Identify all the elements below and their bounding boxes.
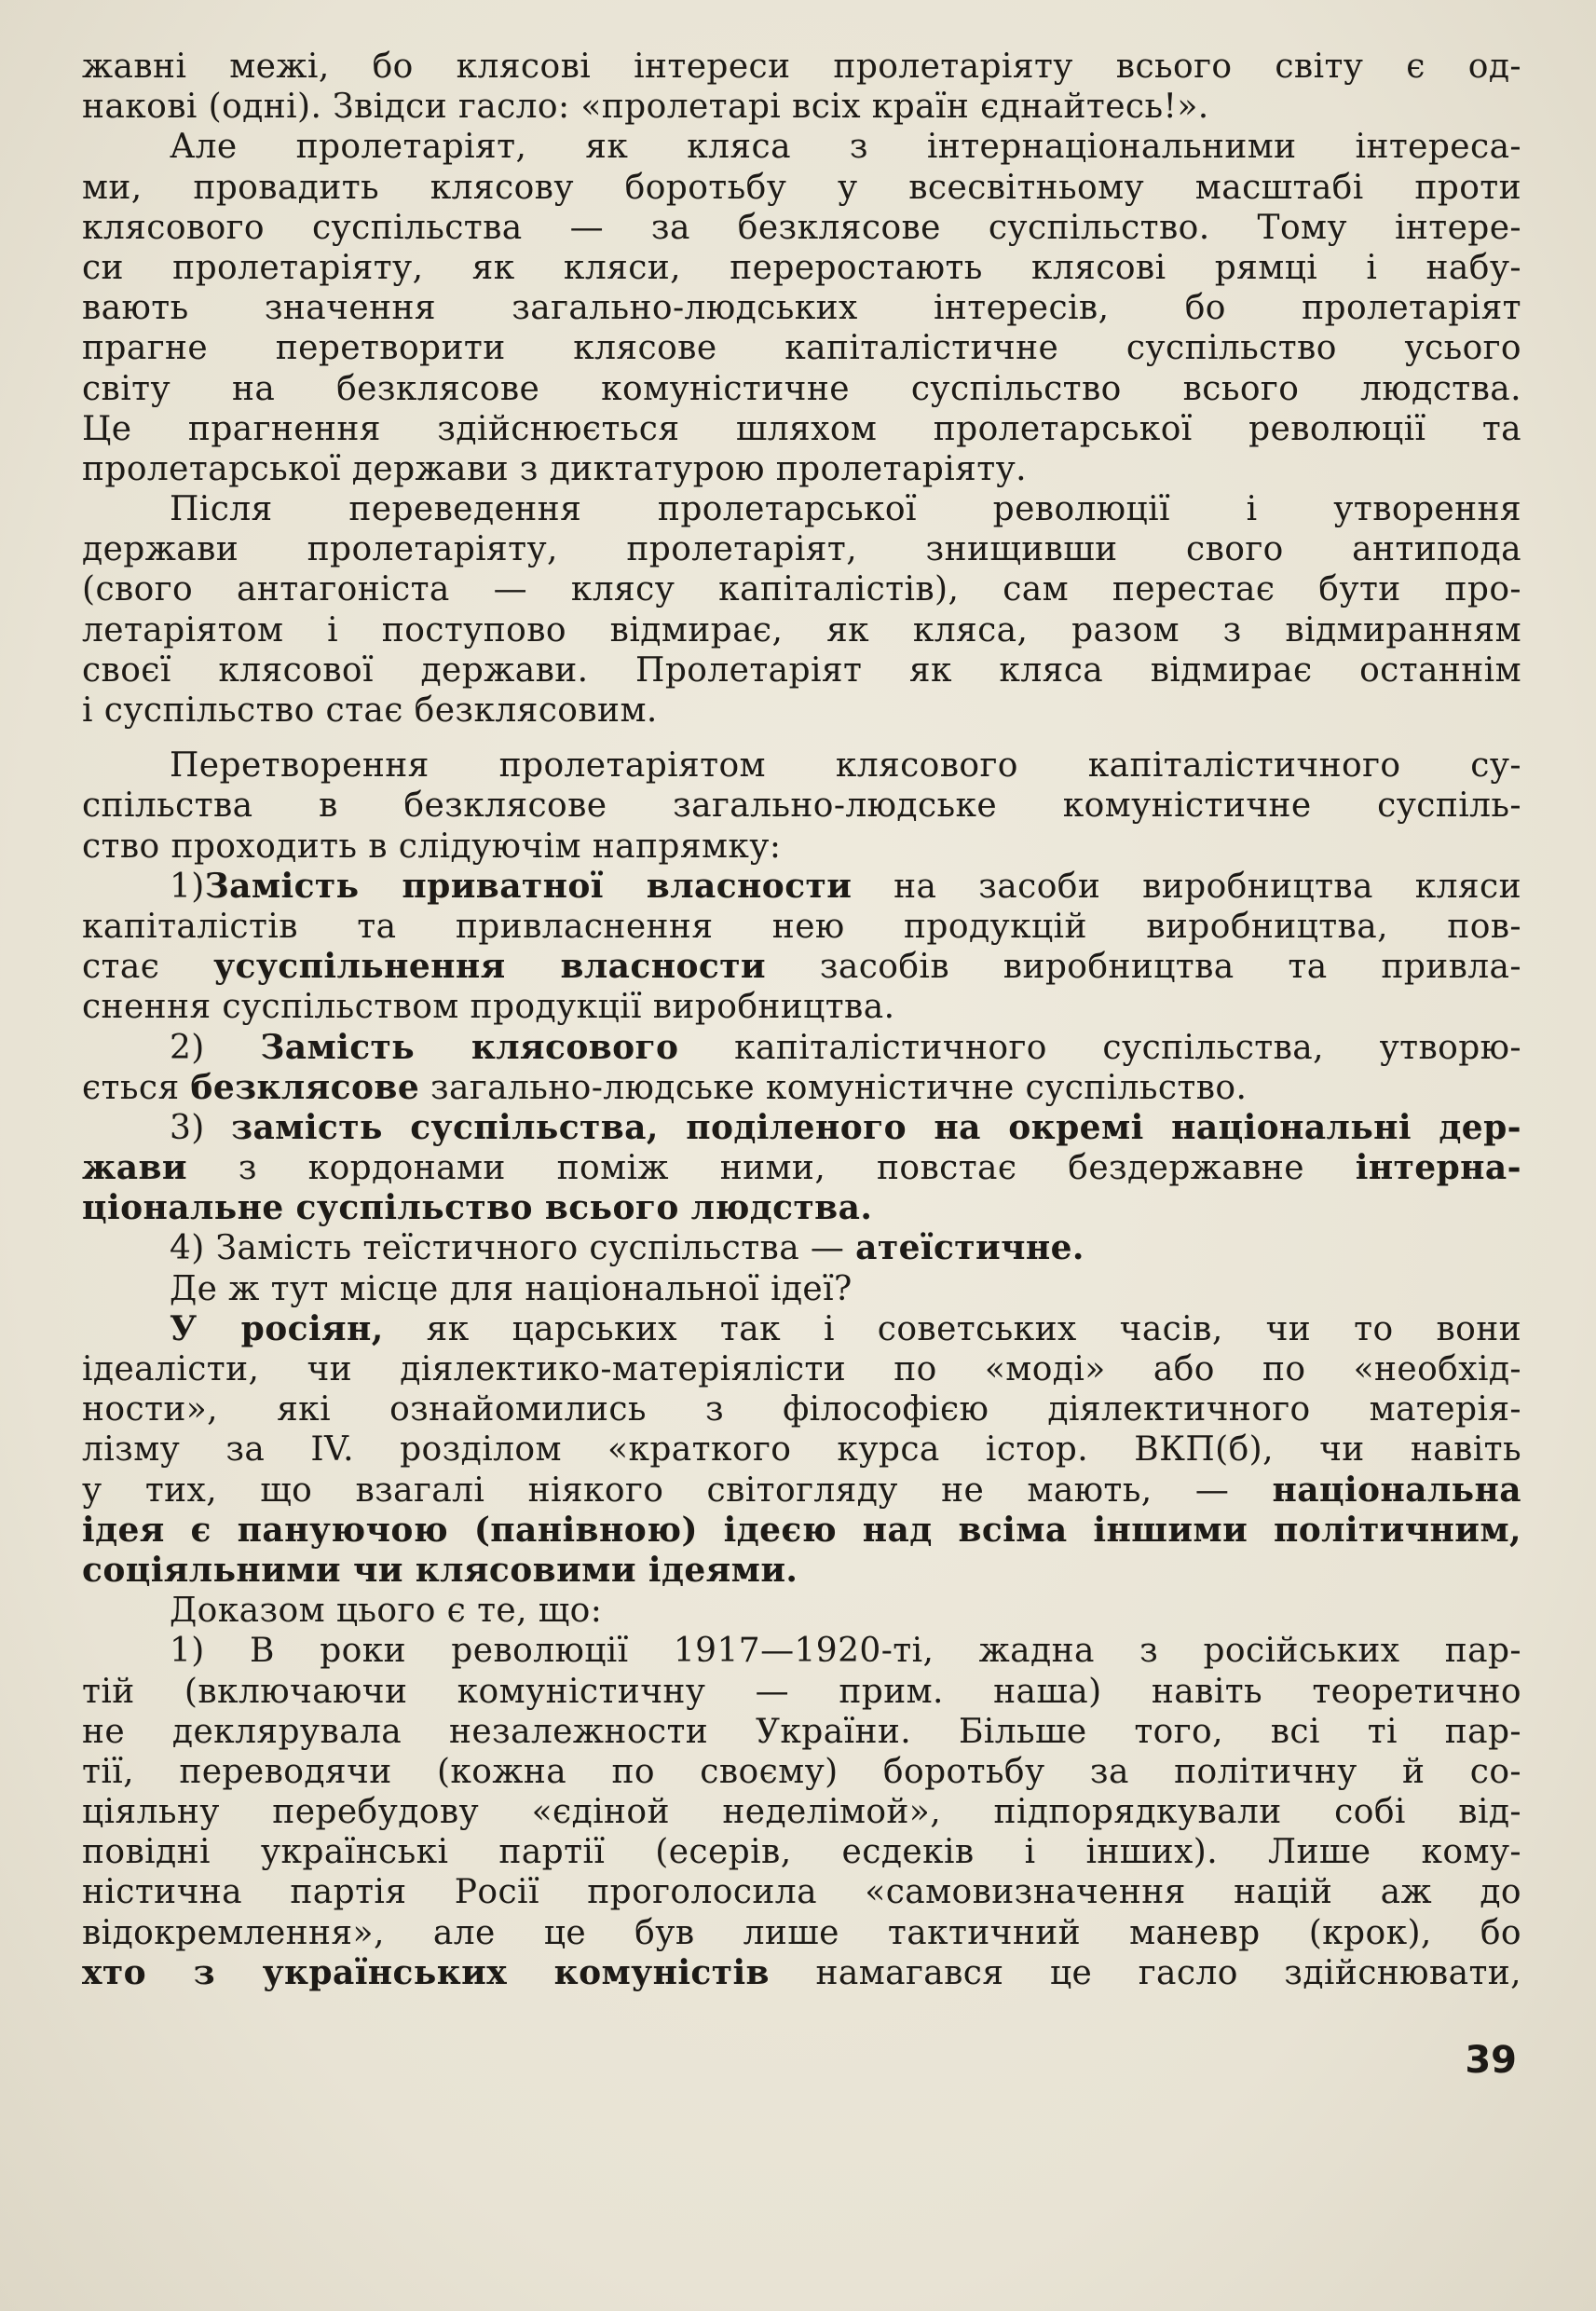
text-line	[82, 1672, 1521, 1712]
text-line	[82, 87, 1521, 127]
bold-text-segment: усуспільнення власности	[213, 947, 767, 987]
text-segment: Після переведення пролетарської революції і утворення	[170, 490, 1521, 529]
text-segment: 4) Замість теїстичного суспільства —	[170, 1229, 856, 1268]
text-line	[82, 1429, 1521, 1470]
text-segment: ство проходить в слідуючім напрямку:	[82, 827, 782, 866]
bold-text-segment: Замість клясового	[260, 1027, 679, 1067]
text-line	[82, 867, 1521, 907]
text-segment: тії, переводячи (кожна по своєму) боротьбу за політичну й со-	[82, 1752, 1521, 1791]
text-line	[82, 1068, 1521, 1108]
bold-text-segment: атеїстичне.	[855, 1228, 1084, 1268]
text-line	[82, 248, 1521, 288]
text-line	[82, 827, 1521, 867]
text-segment: жавні межі, бо клясові інтереси пролетаріяту всього світу є од-	[82, 48, 1521, 86]
text-line	[82, 987, 1521, 1027]
bold-text-segment: хто з українських комуністів	[82, 1952, 770, 1992]
text-segment: 3)	[170, 1108, 232, 1147]
text-line	[82, 1269, 1521, 1309]
text-segment: клясового суспільства — за безклясове суспільство. Тому інтере-	[82, 208, 1521, 247]
text-segment: (свого антагоніста — клясу капіталістів), сам перестає бути про-	[82, 570, 1521, 609]
text-segment: засобів виробництва та привла-	[766, 948, 1521, 987]
text-segment: 1) В роки революції 1917—1920-ті, жадна з російських пар-	[170, 1632, 1521, 1671]
text-segment: накові (одні). Звідси гасло: «пролетарі всіх країн єднайтесь!».	[82, 88, 1209, 127]
text-line	[82, 208, 1521, 248]
text-line	[82, 947, 1521, 987]
text-line	[82, 1511, 1521, 1551]
text-line	[82, 288, 1521, 328]
text-segment: 1)	[170, 867, 205, 906]
paragraph-gap	[82, 731, 1521, 745]
text-line	[82, 786, 1521, 826]
text-line	[82, 1188, 1521, 1228]
bold-text-segment: замість суспільства, поділеного на окремі національні дер-	[231, 1107, 1521, 1147]
text-line	[82, 1148, 1521, 1188]
text-segment: си пролетаріяту, як кляси, переростають клясові рямці і набу-	[82, 248, 1521, 287]
text-line	[82, 449, 1521, 489]
text-segment: відокремлення», але це був лише тактичний маневр (крок), бо	[82, 1913, 1521, 1952]
text-segment: не деклярувала незалежности України. Більше того, всі ті пар-	[82, 1712, 1521, 1751]
text-segment: летаріятом і поступово відмирає, як кляса, разом з відмиранням	[82, 610, 1521, 650]
text-segment: ністична партія Росії проголосила «самовизначення націй аж до	[82, 1873, 1521, 1912]
text-segment: з кордонами поміж ними, повстає бездержавне	[187, 1149, 1356, 1188]
text-line	[82, 1872, 1521, 1912]
text-segment: ми, провадить клясову боротьбу у всесвітньому масштабі проти	[82, 168, 1521, 207]
text-segment: спільства в безклясове загально-людське комуністичне суспіль-	[82, 786, 1521, 826]
text-line	[82, 409, 1521, 449]
text-line	[82, 1913, 1521, 1953]
text-segment: капіталістичного суспільства, утворю-	[678, 1028, 1521, 1067]
text-line	[82, 47, 1521, 87]
text-line	[82, 1349, 1521, 1389]
text-line	[82, 745, 1521, 786]
text-line	[82, 529, 1521, 569]
text-segment: ється	[82, 1068, 191, 1107]
text-line	[82, 1752, 1521, 1792]
text-segment: ціяльну перебудову «єдіной неделімой», підпорядкували собі від-	[82, 1793, 1521, 1832]
text-line	[82, 369, 1521, 409]
page-number: 39	[1465, 2039, 1517, 2082]
text-line	[82, 691, 1521, 731]
text-line	[82, 1551, 1521, 1591]
text-line	[82, 1028, 1521, 1068]
text-segment: як царських так і советських часів, чи то вони	[383, 1309, 1521, 1348]
text-segment: ности», які ознайомились з філософією діялектичного матерія-	[82, 1390, 1521, 1429]
text-line	[82, 328, 1521, 368]
text-segment: загально-людське комуністичне суспільство.	[419, 1068, 1248, 1107]
text-segment: пролетарської держави з диктатурою пролетаріяту.	[82, 449, 1027, 488]
text-segment: Це прагнення здійснюється шляхом пролетарської революції та	[82, 409, 1521, 448]
text-segment: 2)	[170, 1028, 261, 1067]
text-segment: і суспільство стає безклясовим.	[82, 691, 658, 730]
text-segment: на засоби виробництва кляси	[852, 867, 1521, 906]
text-segment: у тих, що взагалі ніякого світогляду не мають, —	[82, 1470, 1273, 1510]
text-segment: прагне перетворити клясове капіталістичне суспільство усього	[82, 329, 1521, 368]
text-line	[82, 1228, 1521, 1268]
text-segment: повідні українські партії (есерів, есдеків і інших). Лише кому-	[82, 1833, 1521, 1872]
body-text	[82, 47, 1521, 1993]
text-segment: держави пролетаріяту, пролетаріят, знищивши свого антипода	[82, 530, 1521, 569]
text-segment: своєї клясової держави. Пролетаріят як кляса відмирає останнім	[82, 650, 1521, 690]
bold-text-segment: соціяльними чи клясовими ідеями.	[82, 1550, 798, 1590]
text-segment: тій (включаючи комуністичну — прим. наша) навіть теоретично	[82, 1672, 1521, 1711]
text-segment: намагався це гасло здійснювати,	[769, 1953, 1521, 1992]
bold-text-segment: безклясове	[190, 1067, 420, 1107]
text-line	[82, 1470, 1521, 1511]
text-segment: Доказом цього є те, що:	[170, 1592, 603, 1631]
text-line	[82, 569, 1521, 609]
text-line	[82, 1389, 1521, 1429]
bold-text-segment: національна	[1272, 1470, 1521, 1510]
text-segment: вають значення загально-людських інтересів, бо пролетаріят	[82, 289, 1521, 328]
text-segment: лізму за IV. розділом «краткого курса істор. ВКП(б), чи навіть	[82, 1430, 1521, 1470]
text-segment: капіталістів та привласнення нею продукцій виробництва, пов-	[82, 907, 1521, 946]
text-line	[82, 168, 1521, 208]
text-line	[82, 1591, 1521, 1631]
bold-text-segment: ідея є пануючою (панівною) ідеєю над всіма іншими політичним,	[82, 1510, 1521, 1550]
text-line	[82, 1953, 1521, 1993]
text-line	[82, 1108, 1521, 1148]
text-line	[82, 650, 1521, 691]
text-line	[82, 1309, 1521, 1349]
text-segment: ідеалісти, чи діялектико-матеріялісти по «моді» або по «необхід-	[82, 1350, 1521, 1388]
bold-text-segment: Замість приватної власности	[204, 866, 853, 906]
text-segment: снення суспільством продукції виробництва.	[82, 988, 895, 1027]
text-segment: Перетворення пролетаріятом клясового капіталістичного су-	[170, 746, 1521, 786]
text-segment: світу на безклясове комуністичне суспільство всього людства.	[82, 369, 1521, 408]
text-line	[82, 127, 1521, 167]
text-line	[82, 1832, 1521, 1872]
bold-text-segment: У росіян,	[170, 1308, 384, 1348]
text-segment: стає	[82, 948, 214, 987]
text-line	[82, 1792, 1521, 1832]
text-segment: Де ж тут місце для національної ідеї?	[170, 1269, 853, 1308]
text-line	[82, 610, 1521, 650]
bold-text-segment: жави	[82, 1148, 187, 1188]
text-line	[82, 1631, 1521, 1671]
text-line	[82, 489, 1521, 529]
bold-text-segment: інтерна-	[1355, 1148, 1521, 1188]
text-segment: Але пролетаріят, як кляса з інтернаціональними інтереса-	[170, 128, 1521, 167]
text-line	[82, 907, 1521, 947]
bold-text-segment: ціональне суспільство всього людства.	[82, 1188, 873, 1228]
text-line	[82, 1712, 1521, 1752]
